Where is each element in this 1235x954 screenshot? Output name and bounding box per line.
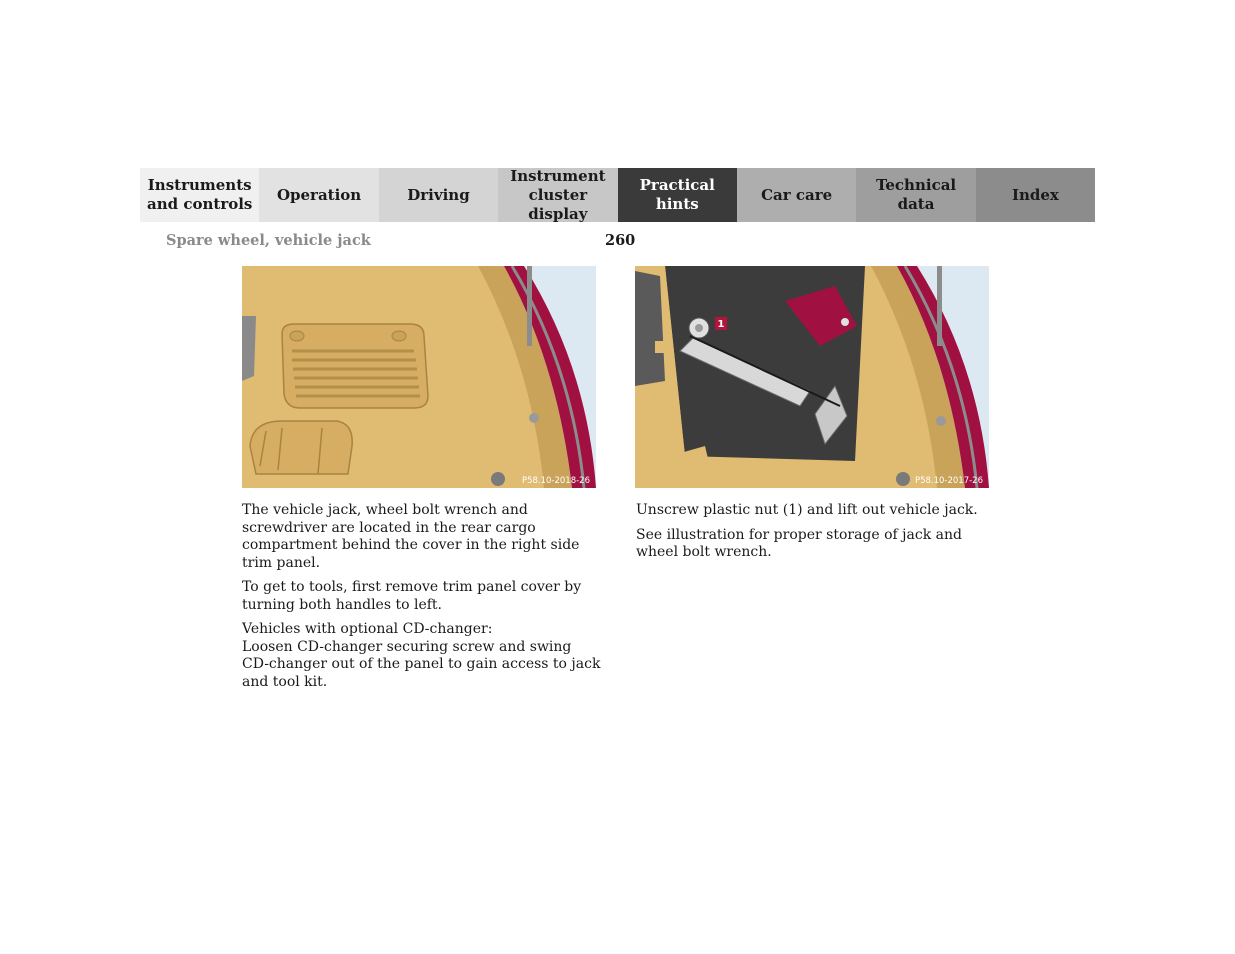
figure-code: P58.10-2017-26 bbox=[914, 476, 983, 486]
tab-label: Index bbox=[1011, 185, 1059, 204]
tab-car-care[interactable] bbox=[737, 168, 856, 222]
tab-driving[interactable] bbox=[379, 168, 498, 222]
jack-storage-illustration bbox=[635, 266, 989, 488]
tab-instrument-cluster-display[interactable] bbox=[498, 168, 617, 222]
page-number: 260 bbox=[605, 232, 636, 249]
tab-label: Car care bbox=[761, 185, 833, 204]
chapter-tab-bar bbox=[140, 168, 1095, 222]
tab-label: Practical hints bbox=[639, 176, 715, 213]
tab-practical-hints[interactable] bbox=[618, 168, 737, 222]
figure-code: P58.10-2018-26 bbox=[521, 476, 590, 486]
paragraph: Vehicles with optional CD-changer: Loosen CD-changer securing screw and swing CD-changer out of the panel to gain access to jack and tool kit. bbox=[242, 621, 601, 690]
tab-label: Driving bbox=[407, 185, 470, 204]
tab-label: Operation bbox=[276, 185, 362, 204]
tab-label: Technical data bbox=[875, 176, 957, 213]
paragraph: To get to tools, first remove trim panel cover by turning both handles to left. bbox=[242, 579, 582, 613]
tab-label: Instrument cluster display bbox=[510, 166, 606, 223]
callout-1-label: 1 bbox=[717, 319, 725, 330]
tab-label: Instruments and controls bbox=[147, 176, 253, 213]
cargo-trim-panel-illustration bbox=[242, 266, 596, 488]
section-title: Spare wheel, vehicle jack bbox=[166, 232, 371, 249]
tab-technical-data[interactable] bbox=[856, 168, 975, 222]
left-text-column bbox=[242, 502, 602, 698]
right-text-column bbox=[636, 502, 996, 569]
paragraph: Unscrew plastic nut (1) and lift out vehicle jack. bbox=[636, 502, 978, 518]
paragraph: See illustration for proper storage of jack and wheel bolt wrench. bbox=[636, 526, 962, 560]
tab-operation[interactable] bbox=[259, 168, 378, 222]
tab-instruments-and-controls[interactable] bbox=[140, 168, 259, 222]
paragraph: The vehicle jack, wheel bolt wrench and screwdriver are located in the rear cargo compartment behind the cover in the right side trim panel. bbox=[242, 502, 580, 571]
tab-index[interactable] bbox=[976, 168, 1095, 222]
